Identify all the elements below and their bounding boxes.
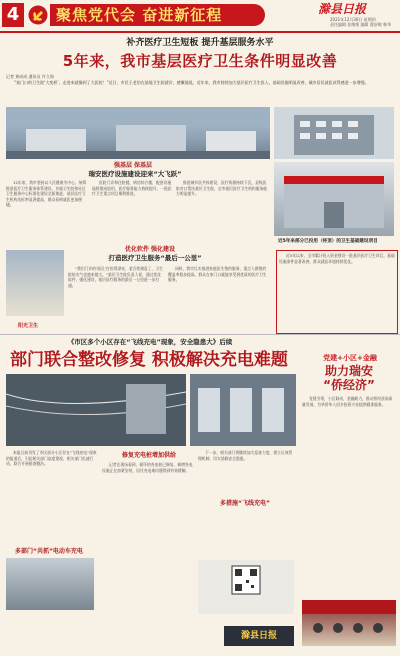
- party-emblem-icon: [28, 5, 48, 25]
- lead-sub2-title: 打造医疗卫生服务“最后一公里”: [108, 254, 202, 262]
- lead-column-1: 12年来，我市坚持以人民健康为中心，统筹推进医疗卫生服务体系建设，乡镇卫生院和社区卫生服务中心标准化建设全面推进，基层医疗卫生机构达标率显著提高，群众看病就医更加便捷。: [6, 180, 87, 208]
- story2-text-2: 记者在现场看到，损坏的充电桩已修复，新增充电设施正在加紧安装，居民充电难问题得到有效缓解。: [102, 462, 193, 473]
- lead-sub1: 强基层 保基层: [113, 162, 153, 169]
- story2-kicker: 《市区多个小区存在“飞线充电”现象，安全隐患大》后续: [67, 338, 233, 346]
- charging-station-photo: [190, 374, 296, 446]
- story2-text-3: 下一步，相关部门将继续加大巡查力度，建立长效管理机制，切实消除安全隐患。: [198, 450, 293, 461]
- header-rule: [0, 31, 400, 33]
- editors-line: 责任编辑 张维维 编辑 曹舒敏 韩华: [330, 22, 392, 27]
- ceremony-photo: [302, 600, 396, 646]
- qr-code-panel: [198, 560, 294, 614]
- box-caption: 近5年来部分已投用（待顶）的卫生基础建设项目: [278, 239, 378, 244]
- section-banner-title: 聚焦党代会 奋进新征程: [56, 6, 223, 24]
- lead-sub1-title: 瑞安医疗设施建设迎来“大飞跃”: [88, 170, 182, 178]
- charging-station-illustration: [190, 374, 296, 446]
- hospital-hall-illustration: [6, 107, 270, 159]
- hospital-building-illustration: [274, 107, 394, 159]
- lead-byline: 记者 黄成成 通讯员 许立海: [6, 74, 54, 79]
- story3-headline-line2: “侨经济”: [323, 378, 375, 392]
- community-clinic-photo: [274, 162, 394, 236]
- qr-code-icon: [198, 560, 294, 614]
- bottom-logo: 滁县日报: [224, 626, 294, 646]
- lead-column-4: “我们门诊的‘面孔’打扮得漂亮，老百姓满意了，卫生院的名气也越来越大。”基层卫生院负责人说，通过优化软件、强化建设，基层医疗服务的最后一公里进一步打通。: [68, 266, 163, 288]
- lead-column-5: 同时，我市扎实推进家庭医生签约服务，重点人群签约覆盖率稳步提高，群众在家门口就能享受到优质的医疗卫生服务。: [168, 266, 267, 283]
- date-line: 2021年12月30日 星期四: [330, 17, 376, 22]
- story2-sub3: 多措施“飞线充电”: [220, 500, 270, 507]
- lead-sub2: 优化软件 强化建设: [124, 246, 176, 253]
- clinic-photo: [6, 250, 64, 316]
- lead-paragraph: “家门口的卫生院‘大变样’，走进来就像到了大医院！”近日，市民王老伯在基地卫生院就诊，感慨地说。近年来，我市持续加大基层医疗卫生投入，基础设施明显改善，城乡居民就医获得感进一步增强。: [14, 80, 369, 85]
- ceremony-illustration: [302, 600, 396, 646]
- story2-sub1: 多部门“共抓”电动车充电: [15, 548, 83, 555]
- lead-column-2: 医院门诊和住院楼，病房综合楼，配套设施陆续建成投用，医疗服务能力持续提升，一批医疗卫生重点项目顺利推进。: [92, 180, 172, 197]
- story3-tag: 党建+小区+金融: [323, 354, 377, 362]
- story3-headline-line1: 助力瑞安: [324, 364, 373, 378]
- section-divider: [0, 334, 400, 335]
- page-number: 4: [2, 3, 24, 27]
- inspection-photo: [6, 558, 94, 610]
- story2-text-1: 本报日前刊发了市区部分小区存在“飞线充电”现象的报道后，引起相关部门高度重视，相关部门迅速行动，联合开展排查整治。: [6, 450, 97, 467]
- story2-sub2: 修复充电桩增加供给: [121, 452, 176, 459]
- story2-headline: 部门联合整改修复 积极解决充电难题: [10, 350, 288, 370]
- photo-caption: 阳光卫生: [18, 323, 39, 329]
- newspaper-name: 滁县日报: [318, 2, 367, 16]
- charging-wires-photo: [6, 374, 186, 446]
- lead-kicker: 补齐医疗卫生短板 提升基层服务水平: [126, 38, 274, 48]
- header-meta: [330, 17, 398, 27]
- hospital-building-photo: [274, 107, 394, 159]
- story3-text: 党建引领，小区联动，金融助力，推动侨经济高质量发展，为华侨华人回乡投资兴业提供精准服务。: [302, 396, 393, 407]
- charging-wires-illustration: [6, 374, 186, 446]
- box-note: 近5年以来，全市累计投入资金建设一批基层医疗卫生项目，基础设施条件显著改善，群众就医环境持续优化。: [276, 250, 398, 334]
- hospital-hall-photo: [6, 107, 270, 159]
- lead-headline: 5年来，我市基层医疗卫生条件明显改善: [62, 52, 338, 70]
- clinic-building-illustration: [274, 162, 394, 236]
- lead-column-3: 推进城乡医共体建设，医疗资源持续下沉，县级医院对口帮扶基层卫生院，全市基层医疗卫生机构服务能力明显提升。: [176, 180, 268, 197]
